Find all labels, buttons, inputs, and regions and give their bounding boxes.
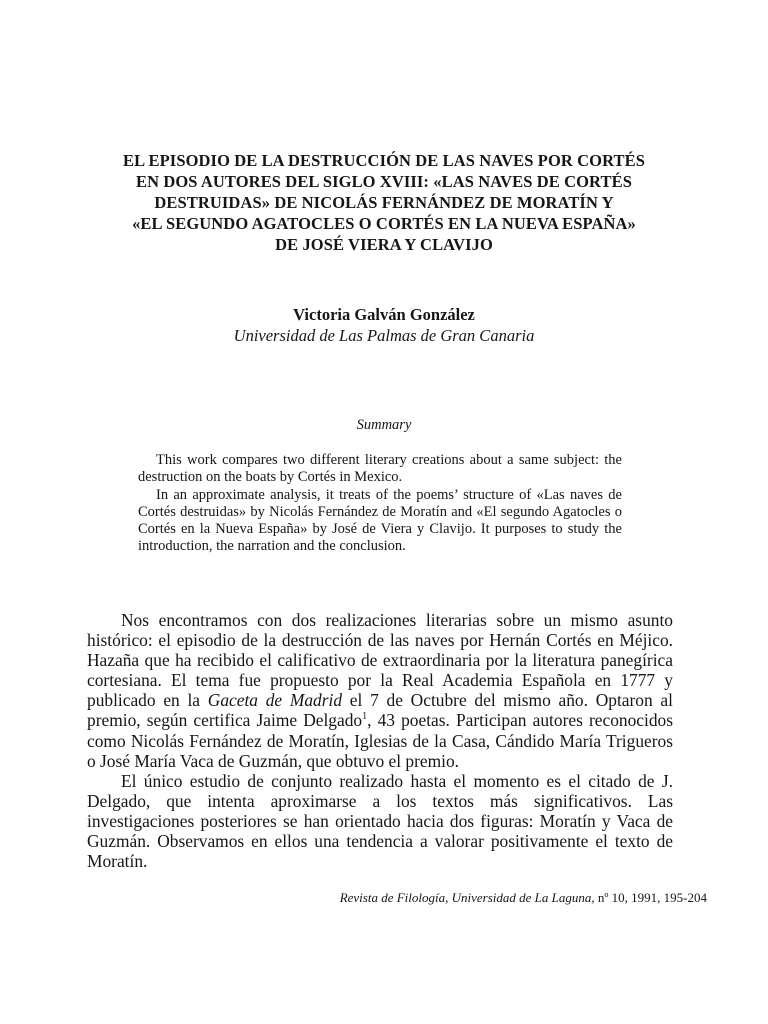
journal-footer <box>0 890 707 906</box>
author-block <box>0 304 768 346</box>
body-text <box>87 610 673 871</box>
summary-paragraph-2: In an approximate analysis, it treats of the poems’ structure of «Las naves de Cortés destruidas» by Nicolás Fernández de Moratín and «El segundo Agatocles o Cortés en la Nueva España» by José de Viera y Clavijo. It purposes to study the introduction, the narration and the conclusion. <box>138 486 622 555</box>
body-text-span: Nos encontramos con dos realizaciones literarias sobre un mismo asunto histórico: el episodio de la destrucción de las naves por Hernán Cortés en Méjico. Hazaña que ha recibido el calificativo de extraordinaria por la literatura panegírica cortesiana. El tema fue propuesto por la Real Academia Española en 1777 y publicado en la <box>87 610 673 711</box>
body-text-span: , 43 poetas. Participan autores reconocidos como Nicolás Fernández de Moratín, Iglesias de la Casa, Cándido María Trigueros o José María Vaca de Guzmán, que obtuvo el premio. <box>87 710 673 771</box>
body-paragraph-1 <box>87 610 673 771</box>
title-line-5: DE JOSÉ VIERA Y CLAVIJO <box>275 235 493 254</box>
author-name: Victoria Galván González <box>293 305 475 324</box>
gaceta-title: Gaceta de Madrid <box>207 690 343 711</box>
title-line-3: DESTRUIDAS» DE NICOLÁS FERNÁNDEZ DE MORATÍN Y <box>154 193 614 212</box>
summary-paragraph-1: This work compares two different literary creations about a same subject: the destruction on the boats by Cortés in Mexico. <box>138 452 622 486</box>
title-line-4: «EL SEGUNDO AGATOCLES O CORTÉS EN LA NUEVA ESPAÑA» <box>132 214 636 233</box>
journal-citation: , nº 10, 1991, 195-204 <box>591 890 707 905</box>
author-affiliation: Universidad de Las Palmas de Gran Canaria <box>233 326 535 345</box>
body-paragraph-2: El único estudio de conjunto realizado hasta el momento es el citado de J. Delgado, que intenta aproximarse a los textos más significativos. Las investigaciones posteriores se han orientado hacia dos figuras: Moratín y Vaca de Guzmán. Observamos en ellos una tendencia a valorar positivamente el texto de Moratín. <box>87 770 673 872</box>
summary-heading: Summary <box>356 417 412 433</box>
body-text-span: el 7 de Octubre del mismo año. Optaron al premio, según certifica Jaime Delgado <box>87 690 673 731</box>
summary-abstract <box>138 452 622 556</box>
journal-name: Revista de Filología, Universidad de La Laguna <box>339 890 592 905</box>
title-line-1: EL EPISODIO DE LA DESTRUCCIÓN DE LAS NAVES POR CORTÉS <box>122 151 645 170</box>
footnote-ref[interactable]: 1 <box>362 711 368 723</box>
article-title <box>60 150 708 255</box>
title-line-2: EN DOS AUTORES DEL SIGLO XVIII: «LAS NAVES DE CORTÉS <box>136 172 632 191</box>
